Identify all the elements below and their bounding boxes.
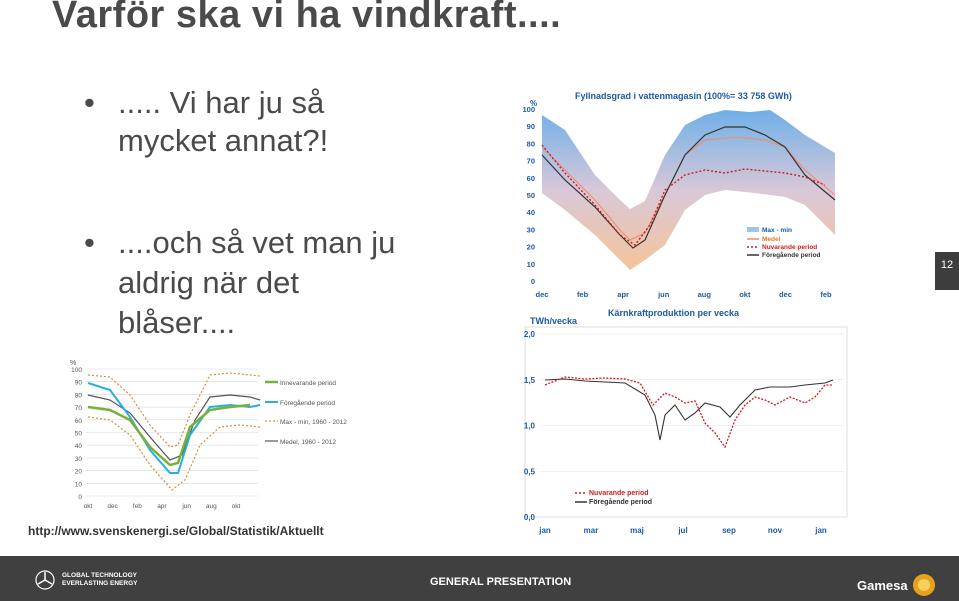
y-unit: TWh/vecka bbox=[530, 316, 578, 326]
innevarande-line bbox=[88, 405, 250, 465]
y-ticks bbox=[71, 367, 82, 501]
slide-title: Varför ska vi ha vindkraft.... bbox=[52, 0, 562, 36]
y-tick-label: 20 bbox=[526, 242, 535, 252]
y-tick-label: 60 bbox=[74, 417, 82, 425]
y-unit: % bbox=[530, 99, 538, 108]
bullet-2-line-1: ....och så vet man ju bbox=[118, 225, 396, 260]
legend-label: Föregående period bbox=[762, 252, 821, 259]
x-tick-label: nov bbox=[767, 526, 783, 535]
global-technology-logo bbox=[34, 570, 137, 590]
plot-area bbox=[525, 327, 847, 517]
nuclear-chart bbox=[505, 305, 855, 540]
x-tick-label: dec bbox=[778, 290, 792, 299]
y-tick-label: 2,0 bbox=[523, 330, 535, 339]
y-tick-label: 60 bbox=[526, 173, 535, 183]
y-tick-label: 20 bbox=[74, 468, 82, 476]
historic-reservoir-chart bbox=[60, 355, 360, 515]
bullet-1-line-2: mycket annat?! bbox=[118, 123, 329, 158]
x-tick-label: mar bbox=[583, 526, 599, 535]
foregaende-line bbox=[88, 383, 260, 473]
y-tick-label: 40 bbox=[74, 443, 82, 451]
legend-label: Nuvarande period bbox=[762, 244, 818, 251]
y-tick-label: 30 bbox=[526, 225, 535, 235]
x-tick-label: jan bbox=[815, 526, 827, 535]
legend-label: Medel bbox=[762, 236, 781, 243]
reservoir-chart bbox=[505, 85, 847, 303]
x-tick-label: aug bbox=[697, 290, 711, 299]
x-tick-label: feb bbox=[132, 503, 142, 510]
chart-title: Fyllnadsgrad i vattenmagasin (100%= 33 758 GWh) bbox=[575, 91, 792, 101]
source-link[interactable]: http://www.svenskenergi.se/Global/Statistik/Aktuellt bbox=[28, 524, 324, 538]
bullet-2-line-2: aldrig när det bbox=[118, 265, 299, 300]
y-tick-label: 0 bbox=[78, 494, 82, 501]
legend-label: Max - min, 1960 - 2012 bbox=[280, 419, 347, 426]
x-tick-label: jun bbox=[658, 290, 670, 299]
y-tick-label: 0,5 bbox=[523, 467, 535, 477]
y-tick-label: 90 bbox=[526, 122, 535, 132]
y-tick-label: 30 bbox=[74, 455, 82, 463]
x-tick-label: feb bbox=[576, 290, 589, 299]
x-tick-label: okt bbox=[231, 503, 241, 510]
x-tick-label: dec bbox=[535, 290, 549, 299]
x-tick-label: jun bbox=[182, 503, 192, 510]
sun-icon bbox=[911, 572, 937, 598]
x-tick-label: feb bbox=[820, 290, 832, 299]
x-tick-label: okt bbox=[83, 503, 93, 510]
gamesa-logo bbox=[857, 572, 937, 598]
footer-bar bbox=[0, 556, 959, 601]
bullet-1-line-1: ..... Vi har ju så bbox=[118, 85, 325, 120]
y-tick-label: 90 bbox=[74, 379, 82, 387]
y-tick-label: 10 bbox=[74, 481, 82, 489]
y-tick-label: 40 bbox=[526, 208, 535, 218]
logo-line-1: GLOBAL TECHNOLOGY bbox=[62, 572, 137, 579]
legend-label: Innevarande period bbox=[280, 380, 337, 387]
x-tick-label: sep bbox=[722, 526, 736, 535]
legend-swatch bbox=[747, 227, 759, 232]
wind-turbine-icon bbox=[34, 570, 56, 590]
grid bbox=[86, 369, 258, 496]
presentation-label: GENERAL PRESENTATION bbox=[430, 576, 572, 588]
x-tick-label: apr bbox=[617, 290, 629, 299]
y-tick-label: 80 bbox=[74, 392, 82, 400]
y-tick-label: 1,5 bbox=[523, 375, 535, 385]
legend-label: Föregående period bbox=[280, 400, 335, 407]
y-tick-label: 1,0 bbox=[523, 421, 535, 431]
y-tick-label: 100 bbox=[522, 105, 535, 114]
brand-name: Gamesa bbox=[857, 577, 908, 593]
y-tick-label: 10 bbox=[526, 259, 535, 269]
x-tick-label: okt bbox=[739, 290, 751, 299]
y-tick-label: 50 bbox=[526, 191, 535, 200]
y-tick-label: 0 bbox=[530, 277, 535, 286]
y-ticks bbox=[522, 105, 535, 286]
y-tick-label: 70 bbox=[74, 405, 82, 413]
x-tick-label: aug bbox=[205, 503, 217, 510]
y-tick-label: 100 bbox=[71, 367, 82, 374]
min-line bbox=[88, 417, 260, 490]
max-line bbox=[88, 373, 260, 447]
legend-label: Nuvarande period bbox=[589, 490, 649, 497]
legend bbox=[747, 227, 821, 259]
y-tick-label: 0,0 bbox=[523, 513, 535, 522]
x-tick-label: jan bbox=[539, 526, 551, 535]
x-tick-label: jul bbox=[678, 526, 688, 535]
x-tick-label: apr bbox=[157, 503, 167, 510]
x-tick-label: dec bbox=[107, 503, 118, 510]
y-tick-label: 80 bbox=[526, 139, 535, 149]
bullet-2-line-3: blåser.... bbox=[118, 305, 236, 340]
bullet-dot: • bbox=[84, 85, 95, 120]
logo-line-2: EVERLASTING ENERGY bbox=[62, 580, 138, 587]
x-ticks bbox=[538, 526, 827, 535]
slide-number: 12 bbox=[935, 252, 959, 290]
y-unit: % bbox=[70, 360, 77, 367]
legend-label: Medel, 1960 - 2012 bbox=[280, 439, 337, 446]
bullet-dot: • bbox=[84, 225, 95, 260]
legend bbox=[265, 380, 347, 446]
x-tick-label: maj bbox=[630, 526, 644, 535]
legend-label: Max - min bbox=[762, 227, 792, 234]
legend-label: Föregående period bbox=[589, 499, 653, 506]
chart-title: Kärnkraftproduktion per vecka bbox=[608, 308, 740, 318]
y-tick-label: 50 bbox=[74, 430, 82, 438]
y-tick-label: 70 bbox=[526, 156, 535, 166]
x-ticks bbox=[84, 503, 241, 510]
x-ticks bbox=[536, 290, 833, 299]
